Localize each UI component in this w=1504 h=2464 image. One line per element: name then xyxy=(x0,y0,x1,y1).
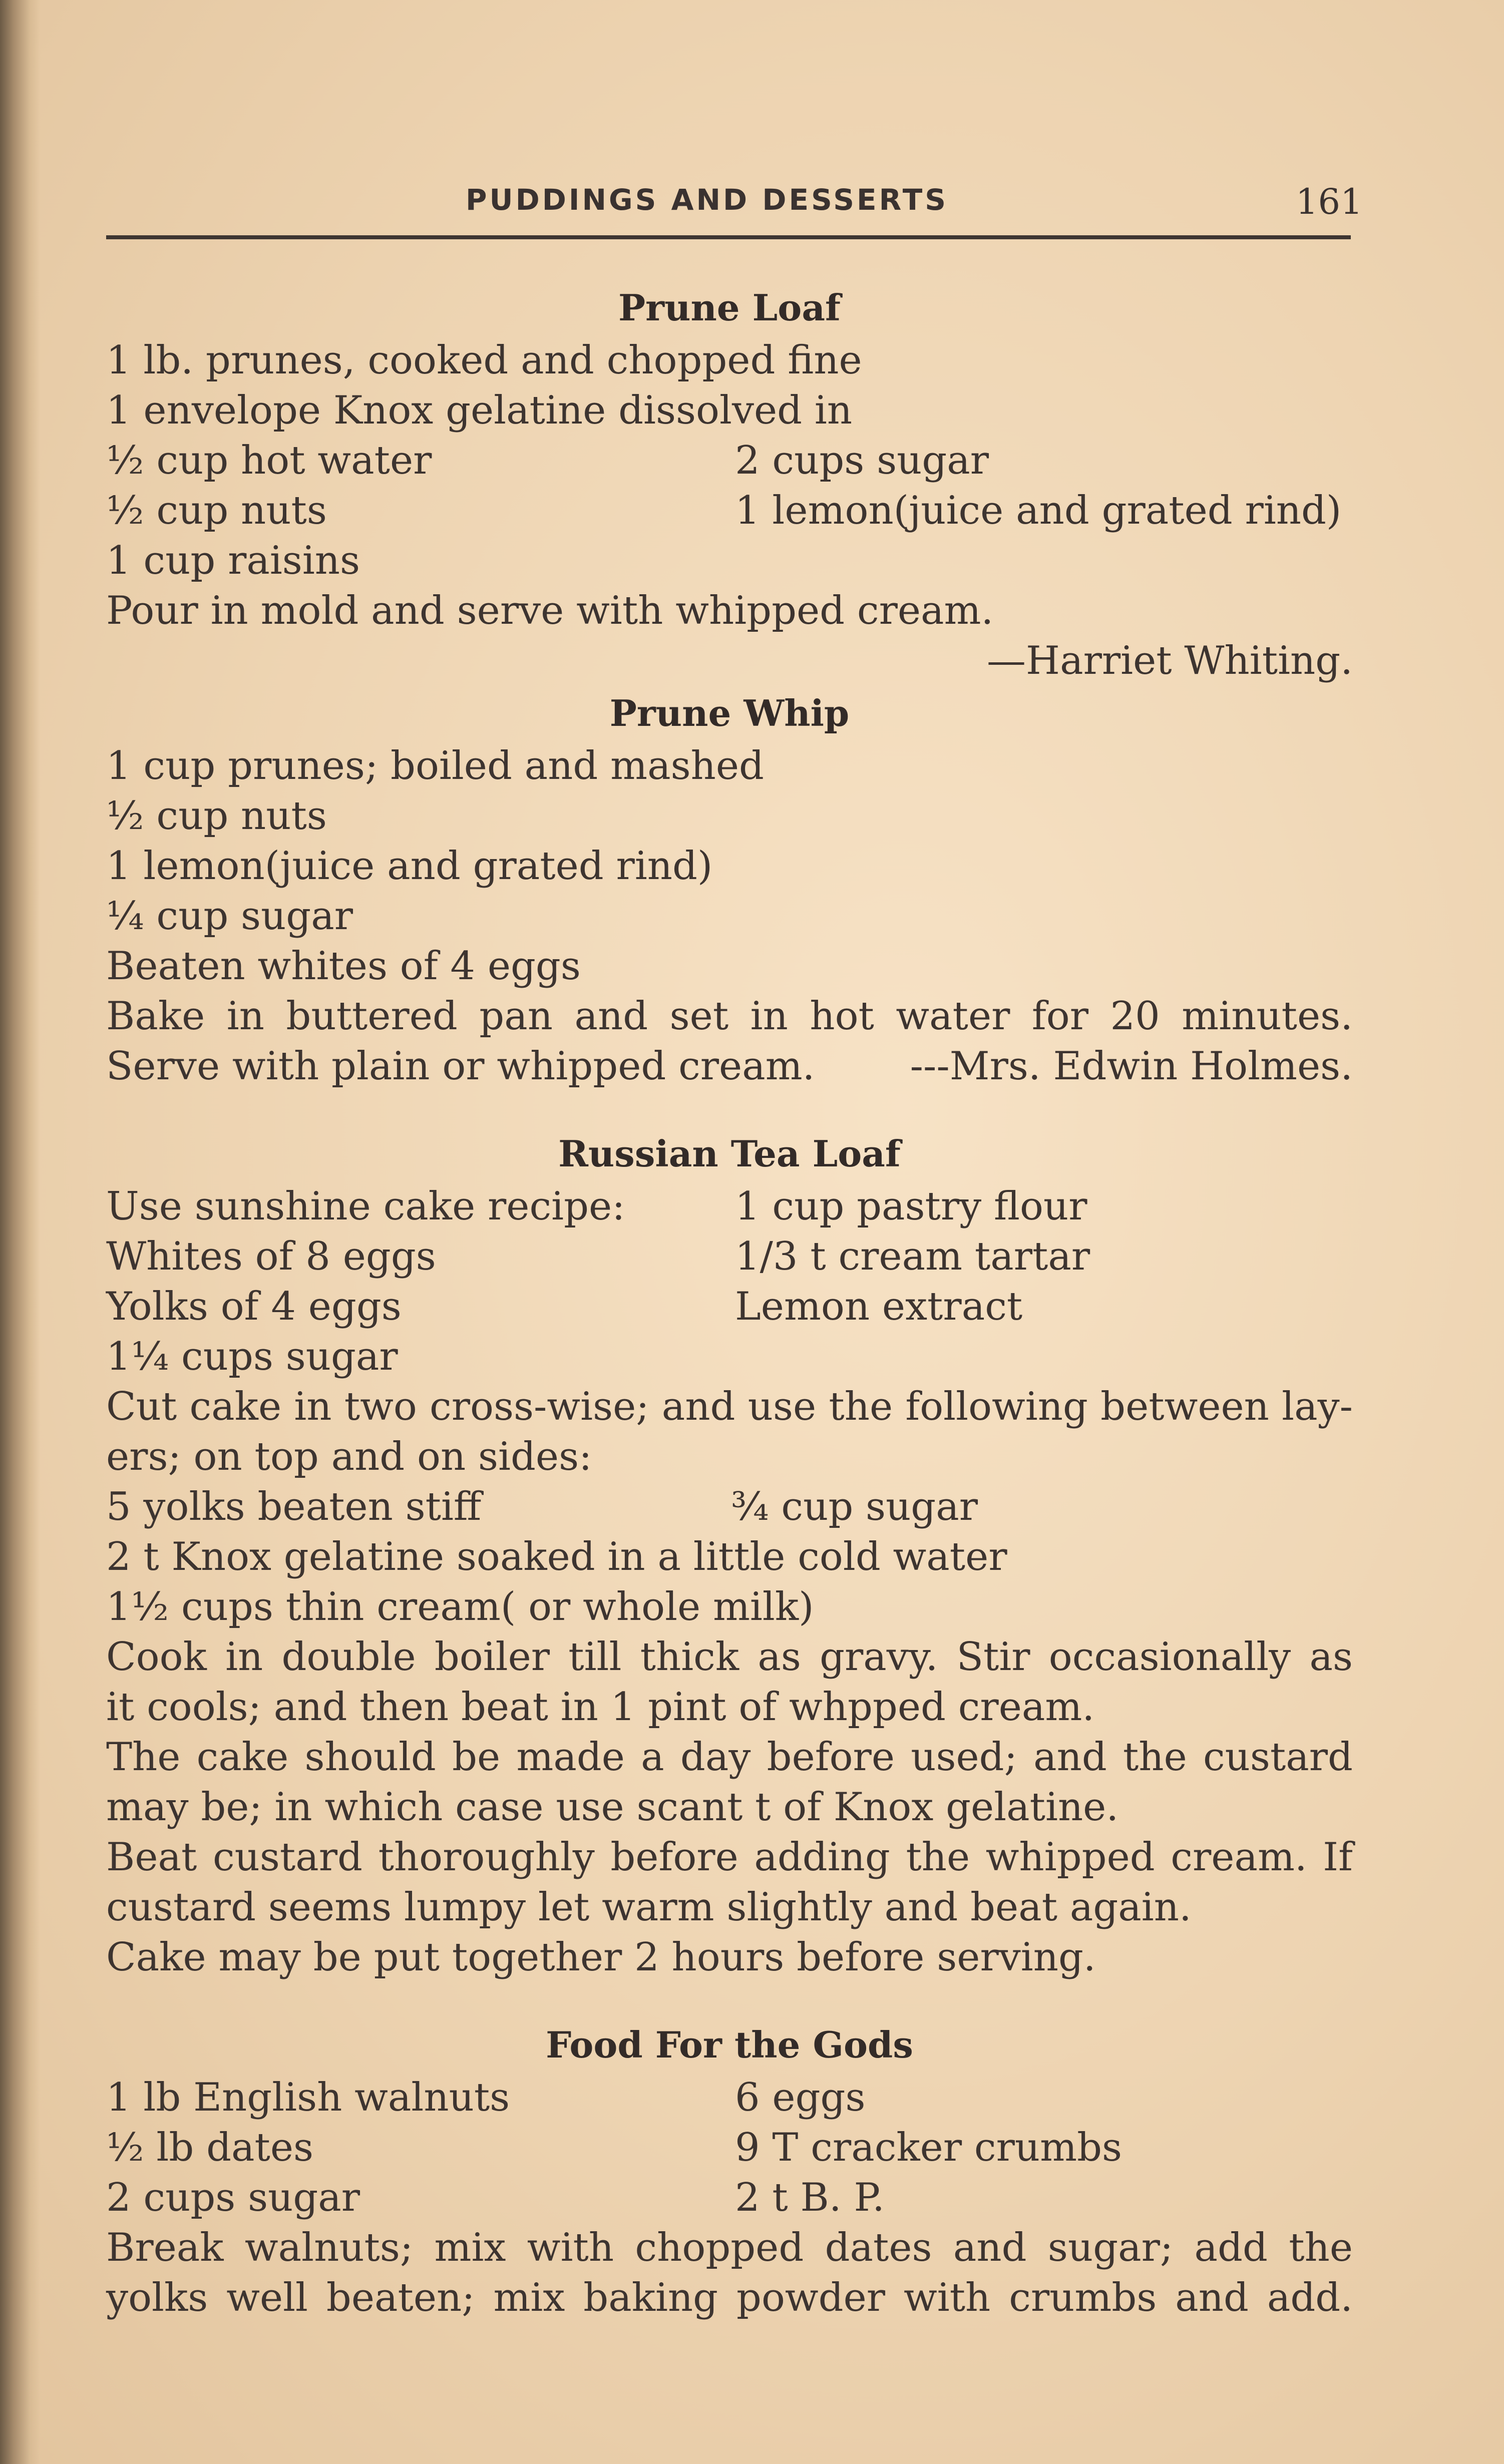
ingredient: ¼ cup sugar xyxy=(106,894,353,939)
ingredient: 1¼ cups sugar xyxy=(106,1334,398,1379)
ingredient: 1 lb English walnuts xyxy=(106,2075,510,2120)
ingredient: 2 t B. P. xyxy=(735,2175,885,2220)
instruction-line: Pour in mold and serve with whipped cream. xyxy=(106,588,994,633)
ingredient-row xyxy=(106,2173,1353,2223)
ingredient-row xyxy=(106,1332,1353,1382)
ingredient: Yolks of 4 eggs xyxy=(106,1284,402,1329)
paragraph-line: The cake should be made a day before used; and the custard xyxy=(106,1735,1353,1780)
page-content xyxy=(106,280,1353,2323)
paragraph-line: Cook in double boiler till thick as gravy. Stir occasionally as xyxy=(106,1634,1353,1680)
ingredient-row xyxy=(106,486,1353,536)
ingredient: ½ cup hot water xyxy=(106,438,432,483)
paragraph-line: Cake may be put together 2 hours before serving. xyxy=(106,1935,1096,1980)
ingredient: 2 t Knox gelatine soaked in a little cold water xyxy=(106,1534,1007,1579)
attribution: ---Mrs. Edwin Holmes. xyxy=(910,1044,1353,1089)
page-number: 161 xyxy=(1296,181,1363,222)
closing-line xyxy=(106,1041,1353,1091)
ingredient: 1/3 t cream tartar xyxy=(735,1234,1090,1279)
paragraph-line: it cools; and then beat in 1 pint of whpped cream. xyxy=(106,1685,1095,1730)
ingredient: 6 eggs xyxy=(735,2075,866,2120)
ingredient-row xyxy=(106,841,1353,891)
ingredient: 1 lb. prunes, cooked and chopped fine xyxy=(106,338,862,383)
ingredient-row xyxy=(106,741,1353,791)
section-gap xyxy=(106,1982,1353,2017)
ingredient-row xyxy=(106,1482,1353,1532)
ingredient-row xyxy=(106,1532,1353,1582)
paragraph-line: yolks well beaten; mix baking powder with crumbs and add. xyxy=(106,2275,1353,2320)
ingredient: Beaten whites of 4 eggs xyxy=(106,944,581,989)
ingredient-row xyxy=(106,436,1353,486)
ingredient-row xyxy=(106,891,1353,941)
paragraph-line: ers; on top and on sides: xyxy=(106,1434,592,1479)
ingredient: 5 yolks beaten stiff xyxy=(106,1484,482,1529)
ingredient-row xyxy=(106,2123,1353,2173)
paragraph-line: Cut cake in two cross-wise; and use the following between lay- xyxy=(106,1384,1353,1429)
ingredient: Whites of 8 eggs xyxy=(106,1234,436,1279)
ingredient-row xyxy=(106,941,1353,991)
ingredient: 1 lemon(juice and grated rind) xyxy=(106,844,713,889)
ingredient: ½ cup nuts xyxy=(106,793,327,839)
paragraph-line: Beat custard thoroughly before adding the whipped cream. If xyxy=(106,1835,1353,1880)
recipe-title-prune-whip: Prune Whip xyxy=(609,692,850,734)
ingredient: 1 cup raisins xyxy=(106,538,360,583)
ingredient: 2 cups sugar xyxy=(106,2175,360,2220)
ingredient: 1 cup pastry flour xyxy=(735,1184,1087,1229)
closing-text: Serve with plain or whipped cream. xyxy=(106,1044,815,1089)
ingredient: Use sunshine cake recipe: xyxy=(106,1184,625,1229)
recipe-title-food-for-the-gods: Food For the Gods xyxy=(546,2023,913,2066)
ingredient-row xyxy=(106,791,1353,841)
ingredient: ½ lb dates xyxy=(106,2125,314,2170)
ingredient-row xyxy=(106,1181,1353,1231)
ingredient: 1 cup prunes; boiled and mashed xyxy=(106,743,764,788)
ingredient: 1 envelope Knox gelatine dissolved in xyxy=(106,388,853,433)
header-rule xyxy=(106,235,1351,239)
recipe-title-russian-tea-loaf: Russian Tea Loaf xyxy=(558,1132,901,1175)
ingredient: 2 cups sugar xyxy=(735,438,989,483)
ingredient-row xyxy=(106,536,1353,586)
paragraph-line: Break walnuts; mix with chopped dates and sugar; add the xyxy=(106,2225,1353,2270)
paragraph-line: may be; in which case use scant t of Knox gelatine. xyxy=(106,1785,1119,1830)
book-binding-shadow xyxy=(0,0,40,2464)
ingredient: Lemon extract xyxy=(735,1284,1023,1329)
paragraph-line: custard seems lumpy let warm slightly and beat again. xyxy=(106,1885,1192,1930)
ingredient: 9 T cracker crumbs xyxy=(735,2125,1122,2170)
ingredient-row xyxy=(106,335,1353,385)
running-header-title: PUDDINGS AND DESSERTS xyxy=(466,183,949,217)
ingredient-row xyxy=(106,1282,1353,1332)
ingredient-row xyxy=(106,2073,1353,2123)
instruction-line: Bake in buttered pan and set in hot water for 20 minutes. xyxy=(106,994,1353,1039)
ingredient: 1½ cups thin cream( or whole milk) xyxy=(106,1584,814,1629)
ingredient-row xyxy=(106,385,1353,436)
ingredient: ¾ cup sugar xyxy=(731,1484,978,1529)
ingredient: 1 lemon(juice and grated rind) xyxy=(735,488,1342,533)
ingredient: ½ cup nuts xyxy=(106,488,327,533)
section-gap xyxy=(106,1091,1353,1126)
recipe-title-prune-loaf: Prune Loaf xyxy=(618,286,841,329)
ingredient-row xyxy=(106,1231,1353,1282)
ingredient-row xyxy=(106,1582,1353,1632)
attribution: —Harriet Whiting. xyxy=(987,638,1353,683)
